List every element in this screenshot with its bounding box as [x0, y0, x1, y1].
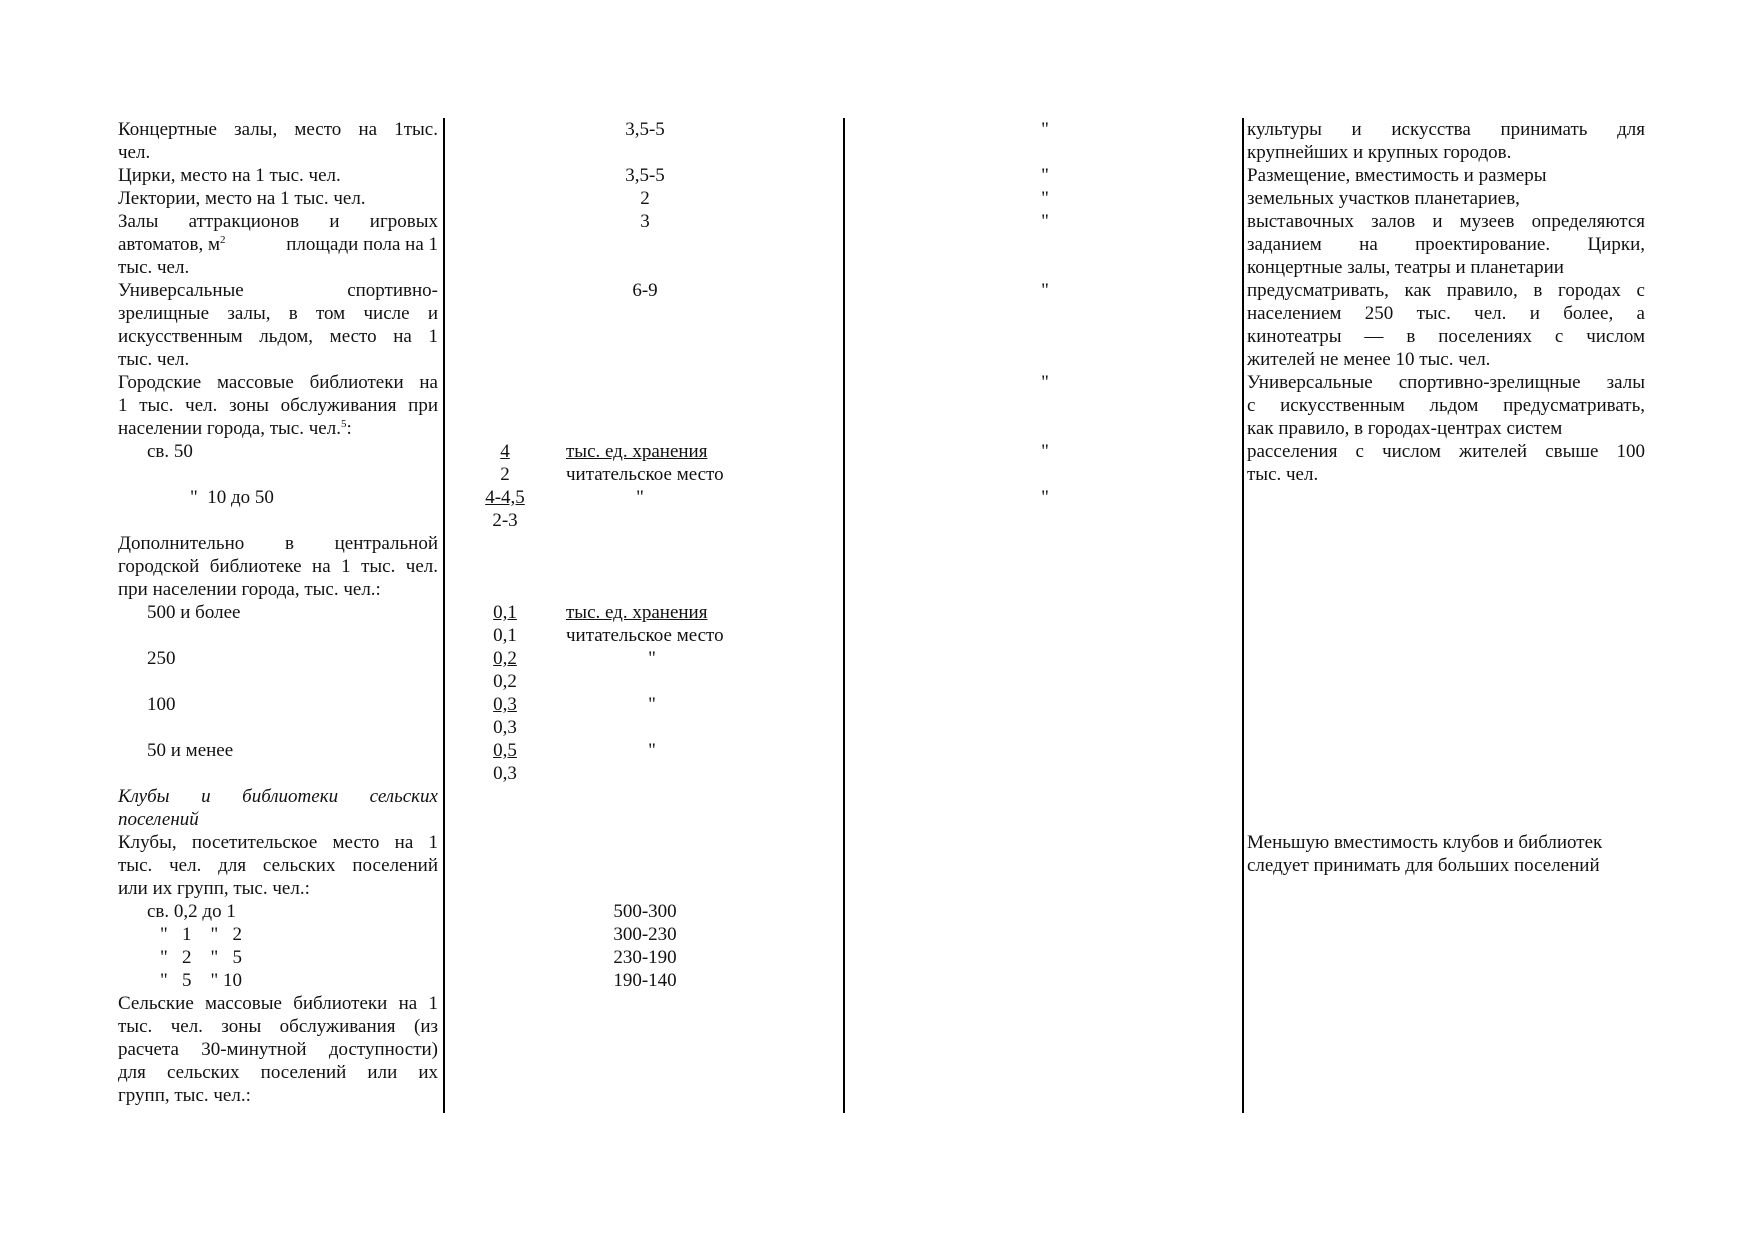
row-circus-value: 3,5-5 [625, 165, 665, 186]
row-lecture-value: 2 [640, 188, 650, 209]
row-circus-ditto: " [1041, 165, 1049, 186]
central-500-unit2: читательское место [566, 625, 724, 646]
attractions-unit-rest: площади пола на 1 [281, 234, 438, 255]
row-clubs-4-value: 190-140 [613, 970, 677, 991]
row-city-lib-name-line3 [118, 417, 352, 440]
city-lib-line3-text: населении города, тыс. чел. [118, 418, 341, 439]
row-central-lib-name-line3: при населении города, тыс. чел.: [118, 579, 381, 600]
central-500-numerator: 0,1 [493, 602, 517, 623]
note-line: расселения с числом жителей свыше 100 [1247, 441, 1645, 462]
note-line: крупнейших и крупных городов. [1247, 142, 1512, 163]
row-attractions-name-line2 [118, 233, 438, 256]
city-lib-10-50-numerator: 4-4,5 [485, 487, 525, 508]
row-city-lib-10-50-ditto: " [1041, 487, 1049, 508]
row-sports-name-line2: зрелищные залы, в том числе и [118, 303, 438, 324]
row-attractions-name-line3: тыс. чел. [118, 257, 190, 278]
city-lib-10-50-unit-ditto: " [636, 487, 644, 508]
row-clubs-3-label: " 2 " 5 [160, 947, 243, 968]
note-line: с искусственным льдом предусматривать, [1247, 395, 1645, 416]
row-clubs-3-value: 230-190 [613, 947, 677, 968]
row-rural-lib-name-line2: тыс. чел. зоны обслуживания (из [118, 1016, 438, 1037]
city-lib-50-denominator: 2 [500, 464, 510, 485]
row-central-500-label: 500 и более [147, 602, 241, 623]
central-100-unit-ditto: " [648, 694, 656, 715]
central-250-denominator: 0,2 [493, 671, 517, 692]
central-250-numerator: 0,2 [493, 648, 517, 669]
central-50-denominator: 0,3 [493, 763, 517, 784]
central-500-unit1: тыс. ед. хранения [566, 602, 708, 623]
note-line: Универсальные спортивно-зрелищные залы [1247, 372, 1645, 393]
central-50-unit-ditto: " [648, 740, 656, 761]
column-divider-1 [443, 118, 445, 1113]
column-divider-2 [843, 118, 845, 1113]
row-city-lib-name-line1: Городские массовые библиотеки на [118, 372, 438, 393]
row-clubs-1-label: св. 0,2 до 1 [147, 901, 236, 922]
rural-heading-line1: Клубы и библиотеки сельских [118, 786, 438, 807]
column-divider-3 [1242, 118, 1244, 1113]
note-line: как правило, в городах-центрах систем [1247, 418, 1563, 439]
note-line: Меньшую вместимость клубов и библиотек [1247, 832, 1603, 853]
attractions-unit-part [118, 233, 226, 256]
row-attractions-value: 3 [640, 211, 650, 232]
note-line: заданием на проектирование. Цирки, [1247, 234, 1645, 255]
row-concert-value: 3,5-5 [625, 119, 665, 140]
central-250-unit-ditto: " [648, 648, 656, 669]
row-rural-lib-name-line3: расчета 30-минутной доступности) [118, 1039, 438, 1060]
row-attractions-name-line1: Залы аттракционов и игровых [118, 211, 438, 232]
row-central-250-label: 250 [147, 648, 176, 669]
rural-heading-line2: поселений [118, 809, 199, 830]
row-sports-name-line1: Универсальные спортивно- [118, 280, 438, 301]
note-line: выставочных залов и музеев определяются [1247, 211, 1645, 232]
row-sports-ditto: " [1041, 280, 1049, 301]
row-circus-name: Цирки, место на 1 тыс. чел. [118, 165, 341, 186]
row-clubs-name-line1: Клубы, посетительское место на 1 [118, 832, 438, 853]
row-city-lib-name-line2: 1 тыс. чел. зоны обслуживания при [118, 395, 438, 416]
row-clubs-name-line3: или их групп, тыс. чел.: [118, 878, 310, 899]
attractions-unit-sup: 2 [220, 234, 226, 246]
row-clubs-1-value: 500-300 [613, 901, 677, 922]
note-line: тыс. чел. [1247, 464, 1319, 485]
row-city-lib-50-label: св. 50 [147, 441, 193, 462]
row-clubs-2-value: 300-230 [613, 924, 677, 945]
note-line: земельных участков планетариев, [1247, 188, 1520, 209]
row-central-50-label: 50 и менее [147, 740, 234, 761]
row-rural-lib-name-line4: для сельских поселений или их [118, 1062, 438, 1083]
row-rural-lib-name-line1: Сельские массовые библиотеки на 1 [118, 993, 438, 1014]
row-central-100-label: 100 [147, 694, 176, 715]
row-rural-lib-name-line5: групп, тыс. чел.: [118, 1085, 251, 1106]
note-line: населением 250 тыс. чел. и более, а [1247, 303, 1645, 324]
row-sports-name-line4: тыс. чел. [118, 349, 190, 370]
note-line: концертные залы, театры и планетарии [1247, 257, 1564, 278]
city-lib-10-50-denominator: 2-3 [492, 510, 518, 531]
city-lib-line3-colon: : [346, 418, 352, 439]
note-line: жителей не менее 10 тыс. чел. [1247, 349, 1491, 370]
central-500-denominator: 0,1 [493, 625, 517, 646]
row-central-lib-name-line2: городской библиотеке на 1 тыс. чел. [118, 556, 438, 577]
note-line: кинотеатры — в поселениях с числом [1247, 326, 1645, 347]
row-lecture-name: Лектории, место на 1 тыс. чел. [118, 188, 366, 209]
row-city-lib-10-50-label: " 10 до 50 [190, 487, 274, 508]
note-line: культуры и искусства принимать для [1247, 119, 1645, 140]
central-100-denominator: 0,3 [493, 717, 517, 738]
note-line: следует принимать для больших поселений [1247, 855, 1600, 876]
note-line: предусматривать, как правило, в городах с [1247, 280, 1645, 301]
row-central-lib-name-line1: Дополнительно в центральной [118, 533, 438, 554]
row-sports-value: 6-9 [632, 280, 658, 301]
row-lecture-ditto: " [1041, 188, 1049, 209]
city-lib-50-numerator: 4 [500, 441, 510, 462]
row-city-lib-50-ditto: " [1041, 441, 1049, 462]
row-city-lib-ditto: " [1041, 372, 1049, 393]
city-lib-50-unit1: тыс. ед. хранения [566, 441, 708, 462]
row-concert-name-line2: чел. [118, 142, 151, 163]
row-attractions-ditto: " [1041, 211, 1049, 232]
city-lib-50-unit2: читательское место [566, 464, 724, 485]
row-sports-name-line3: искусственным льдом, место на 1 [118, 326, 438, 347]
note-line: Размещение, вместимость и размеры [1247, 165, 1547, 186]
row-clubs-2-label: " 1 " 2 [160, 924, 243, 945]
row-concert-name-line1: Концертные залы, место на 1тыс. [118, 119, 438, 140]
row-clubs-4-label: " 5 " 10 [160, 970, 243, 991]
central-100-numerator: 0,3 [493, 694, 517, 715]
row-clubs-name-line2: тыс. чел. для сельских поселений [118, 855, 438, 876]
row-concert-ditto: " [1041, 119, 1049, 140]
footnote-ref: 5 [340, 418, 347, 430]
central-50-numerator: 0,5 [493, 740, 517, 761]
attractions-unit-text: автоматов, м [118, 234, 221, 255]
